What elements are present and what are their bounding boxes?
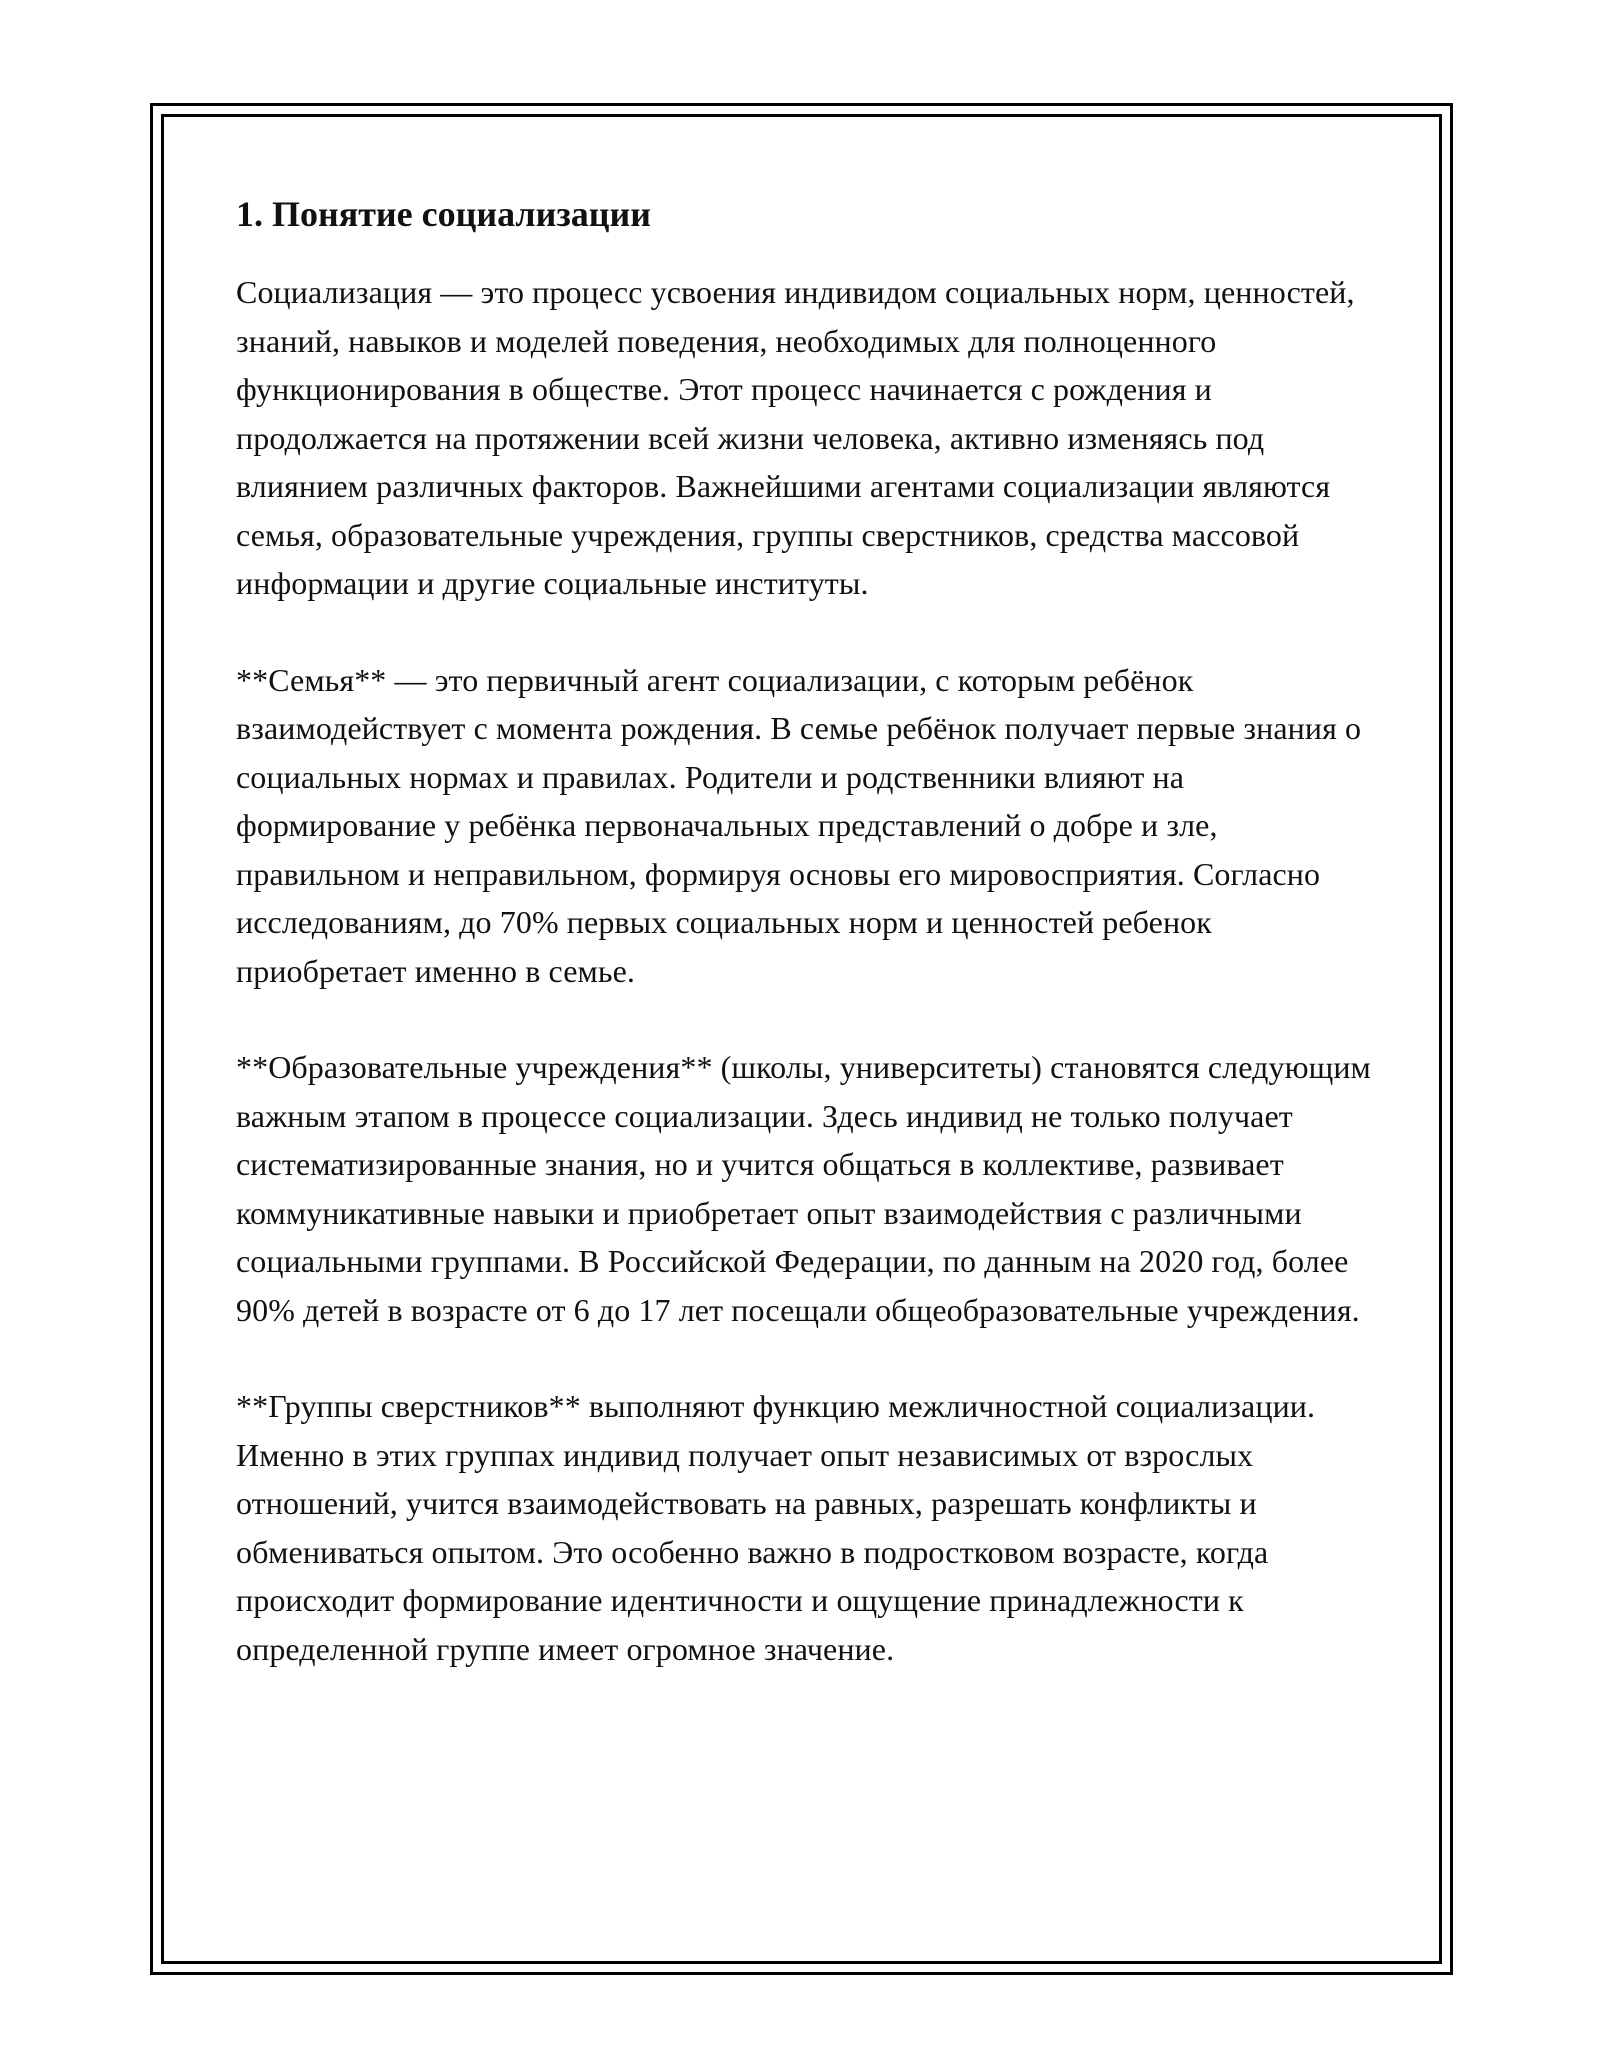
paragraph-peers: **Группы сверстников** выполняют функцию межличностной социализации. Именно в этих группах индивид получает опыт независимых от взрослых отношений, учится взаимодействовать на равных, разрешать конфликты и обмениваться опытом. Это особенно важно в подростковом возрасте, когда происходит формирование идентичности и ощущение принадлежности к определенной группе имеет огромное значение. [236, 1388, 1316, 1667]
paragraph-definition: Социализация — это процесс усвоения индивидом социальных норм, ценностей, знаний, навыков и моделей поведения, необходимых для полноценного функционирования в обществе. Этот процесс начинается с рождения и продолжается на протяжении всей жизни человека, активно изменяясь под влиянием различных факторов. Важнейшими агентами социализации являются семья, образовательные учреждения, группы сверстников, средства массовой информации и другие социальные институты. [236, 274, 1355, 601]
section-heading: 1. Понятие социализации [236, 194, 652, 234]
paragraph-education: **Образовательные учреждения** (школы, университеты) становятся следующим важным этапом в процессе социализации. Здесь индивид не только получает систематизированные знания, но и учится общаться в коллективе, развивает коммуникативные навыки и приобретает опыт взаимодействия с различными социальными группами. В Российской Федерации, по данным на 2020 год, более 90% детей в возрасте от 6 до 17 лет посещали общеобразовательные учреждения. [236, 1049, 1371, 1328]
document-body [236, 190, 1376, 1673]
paragraph-family: **Семья** — это первичный агент социализации, с которым ребёнок взаимодействует с момента рождения. В семье ребёнок получает первые знания о социальных нормах и правилах. Родители и родственники влияют на формирование у ребёнка первоначальных представлений о добре и зле, правильном и неправильном, формируя основы его мировосприятия. Согласно исследованиям, до 70% первых социальных норм и ценностей ребенок приобретает именно в семье. [236, 661, 1362, 989]
